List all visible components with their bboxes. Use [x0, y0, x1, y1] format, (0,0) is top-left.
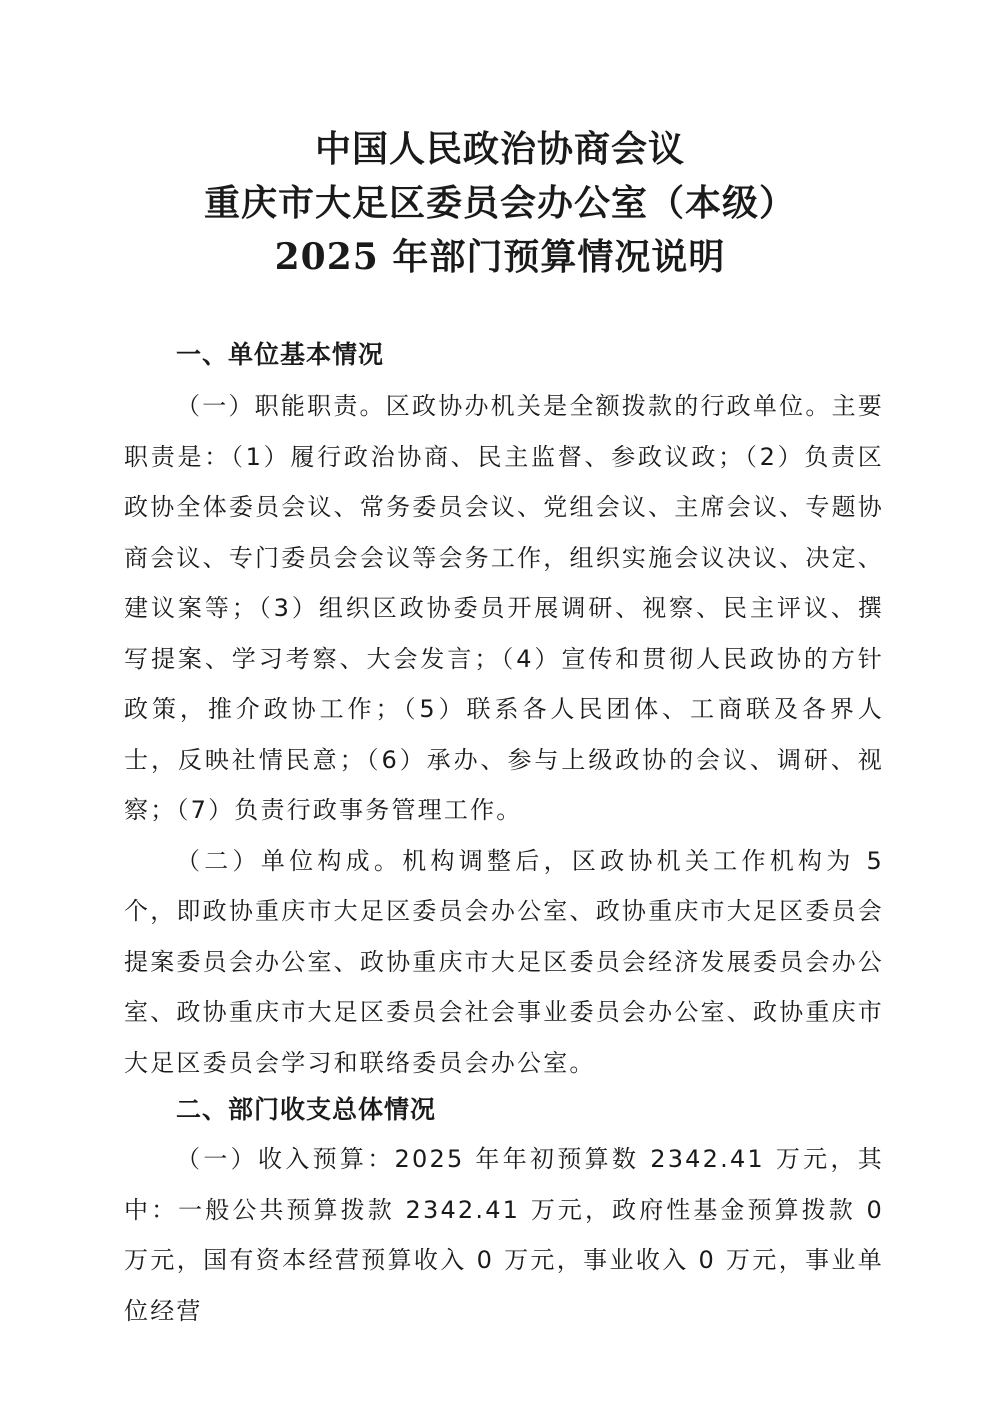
paragraph-duties: （一）职能职责。区政协办机关是全额拨款的行政单位。主要职责是：（1）履行政治协商、民主监督、参政议政；（2）负责区政协全体委员会议、常务委员会议、党组会议、主席会议、专题协商会议、专门委员会会议等会务工作，组织实施会议决议、决定、建议案等；（3）组织区政协委员开展调研、视察、民主评议、撰写提案、学习考察、大会发言；（4）宣传和贯彻人民政协的方针政策，推介政协工作；（5）联系各人民团体、工商联及各界人士，反映社情民意；（6）承办、参与上级政协的会议、调研、视察；（7）负责行政事务管理工作。 — [124, 392, 884, 824]
title-line-1: 中国人民政治协商会议 — [314, 128, 685, 170]
section-heading-basic-info: 一、单位基本情况 — [176, 340, 385, 369]
section-body-basic-info — [124, 381, 884, 1088]
document-title — [0, 122, 1000, 284]
title-line-2: 重庆市大足区委员会办公室（本级） — [203, 182, 796, 224]
title-line-3: 2025 年部门预算情况说明 — [274, 236, 726, 278]
paragraph-income-budget: （一）收入预算：2025 年年初预算数 2342.41 万元，其中：一般公共预算拨款 2342.41 万元，政府性基金预算拨款 0 万元，国有资本经营预算收入 0 万元，事业收入 0 万元，事业单位经营 — [124, 1145, 884, 1325]
paragraph-composition: （二）单位构成。机构调整后，区政协机关工作机构为 5 个，即政协重庆市大足区委员会办公室、政协重庆市大足区委员会提案委员会办公室、政协重庆市大足区委员会经济发展委员会办公室、政协重庆市大足区委员会社会事业委员会办公室、政协重庆市大足区委员会学习和联络委员会办公室。 — [124, 846, 884, 1077]
section-body-budget-overview — [124, 1134, 884, 1336]
section-heading-budget-overview: 二、部门收支总体情况 — [176, 1095, 437, 1124]
